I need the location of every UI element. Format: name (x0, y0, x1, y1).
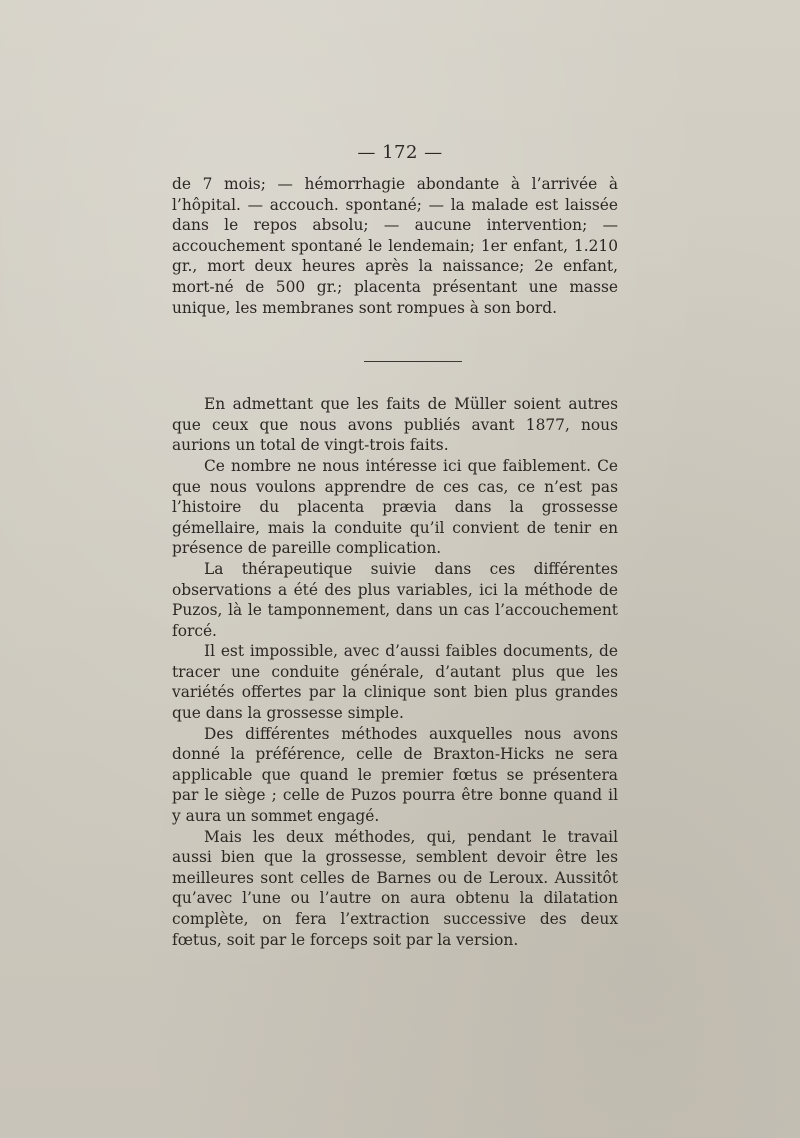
body-paragraph: Des différentes méthodes auxquelles nous avons donné la préférence, celle de Braxton-Hicks ne sera applicable que quand le premier fœtus se présentera par le siège ; celle de Puzos pourra être bonne quand il y aura un sommet engagé. (172, 724, 618, 826)
body-paragraph: Ce nombre ne nous intéresse ici que faiblement. Ce que nous voulons apprendre de ces cas, ce n’est pas l’histoire du placenta prævia dans la grossesse gémellaire, mais la conduite qu’il convient de tenir en présence de pareille complication. (172, 456, 618, 558)
body-paragraph: Il est impossible, avec d’aussi faibles documents, de tracer une conduite générale, d’autant plus que les variétés offertes par la clinique sont bien plus grandes que dans la grossesse simple. (172, 642, 618, 723)
section-divider (364, 361, 462, 362)
page-number: — 172 — (357, 142, 443, 163)
body-paragraph: Mais les deux méthodes, qui, pendant le travail aussi bien que la grossesse, semblent devoir être les meilleures sont celles de Barnes ou de Leroux. Aussitôt qu’avec l’une ou l’autre on aura obtenu la dilatation complète, on fera l’extraction successive des deux fœtus, soit par le forceps soit par la version. (172, 827, 618, 949)
body-paragraph: La thérapeutique suivie dans ces différentes observations a été des plus variables, ici la méthode de Puzos, là le tamponnement, dans un cas l’accouchement forcé. (172, 559, 618, 640)
case-note-paragraph: de 7 mois; — hémorrhagie abondante à l’arrivée à l’hôpital. — accouch. spontané; — la malade est laissée dans le repos absolu; — aucune intervention; — accouchement spontané le lendemain; 1er enfant, 1.210 gr., mort deux heures après la naissance; 2e enfant, mort-né de 500 gr.; placenta présentant une masse unique, les membranes sont rompues à son bord. (172, 175, 618, 317)
page-text-block (172, 140, 618, 950)
body-paragraph: En admettant que les faits de Müller soient autres que ceux que nous avons publiés avant 1877, nous aurions un total de vingt-trois faits. (172, 395, 618, 455)
